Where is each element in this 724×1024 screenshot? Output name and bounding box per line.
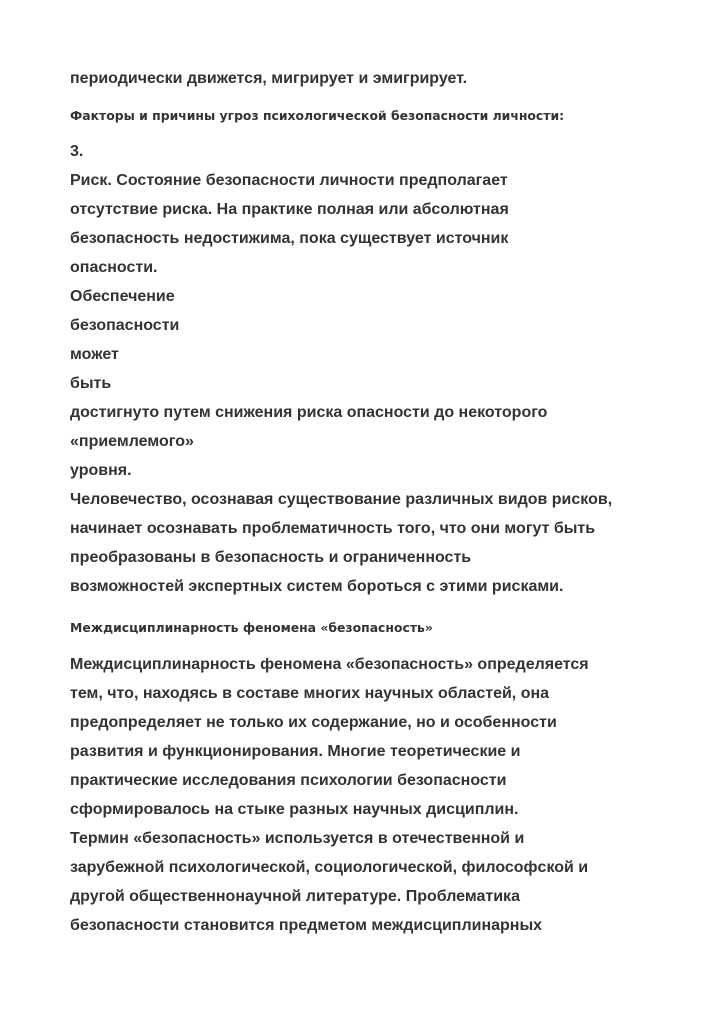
text-line: развития и функционирования. Многие теоретические и — [70, 743, 521, 760]
text-line: возможностей экспертных систем бороться с этими рисками. — [70, 578, 564, 595]
text-line: Междисциплинарность феномена «безопасность» определяется — [70, 656, 589, 673]
text-line: Термин «безопасность» используется в отечественной и — [70, 830, 525, 847]
text-line: Человечество, осознавая существование различных видов рисков, — [70, 491, 613, 508]
text-line: безопасности становится предметом междисциплинарных — [70, 917, 542, 934]
text-line: уровня. — [70, 462, 132, 479]
text-line: начинает осознавать проблематичность того, что они могут быть — [70, 520, 596, 537]
text-line: безопасность недостижима, пока существует источник — [70, 230, 509, 247]
text-line: безопасности — [70, 317, 180, 334]
text-line: зарубежной психологической, социологической, философской и — [70, 859, 589, 876]
text-line: «приемлемого» — [70, 433, 194, 450]
text-line: практические исследования психологии безопасности — [70, 772, 507, 789]
text-line: сформировалось на стыке разных научных дисциплин. — [70, 801, 519, 818]
section-heading-interdisciplinarity: Междисциплинарность феномена «безопасность» — [70, 620, 433, 635]
text-line: другой общественнонаучной литературе. Проблематика — [70, 888, 520, 905]
item-number: 3. — [70, 143, 84, 160]
text-line: опасности. — [70, 259, 158, 276]
text-line: отсутствие риска. На практике полная или абсолютная — [70, 201, 509, 218]
text-line: предопределяет не только их содержание, но и особенности — [70, 714, 557, 731]
intro-line: периодически движется, мигрирует и эмигрирует. — [70, 70, 468, 87]
text-line: быть — [70, 375, 112, 392]
text-line: Обеспечение — [70, 288, 175, 305]
section-heading-threat-factors: Факторы и причины угроз психологической безопасности личности: — [70, 108, 565, 123]
text-line: может — [70, 346, 119, 363]
text-line: достигнуто путем снижения риска опасности до некоторого — [70, 404, 548, 421]
text-line: Риск. Состояние безопасности личности предполагает — [70, 172, 508, 189]
text-line: преобразованы в безопасность и ограниченность — [70, 549, 472, 566]
text-line: тем, что, находясь в составе многих научных областей, она — [70, 685, 550, 702]
